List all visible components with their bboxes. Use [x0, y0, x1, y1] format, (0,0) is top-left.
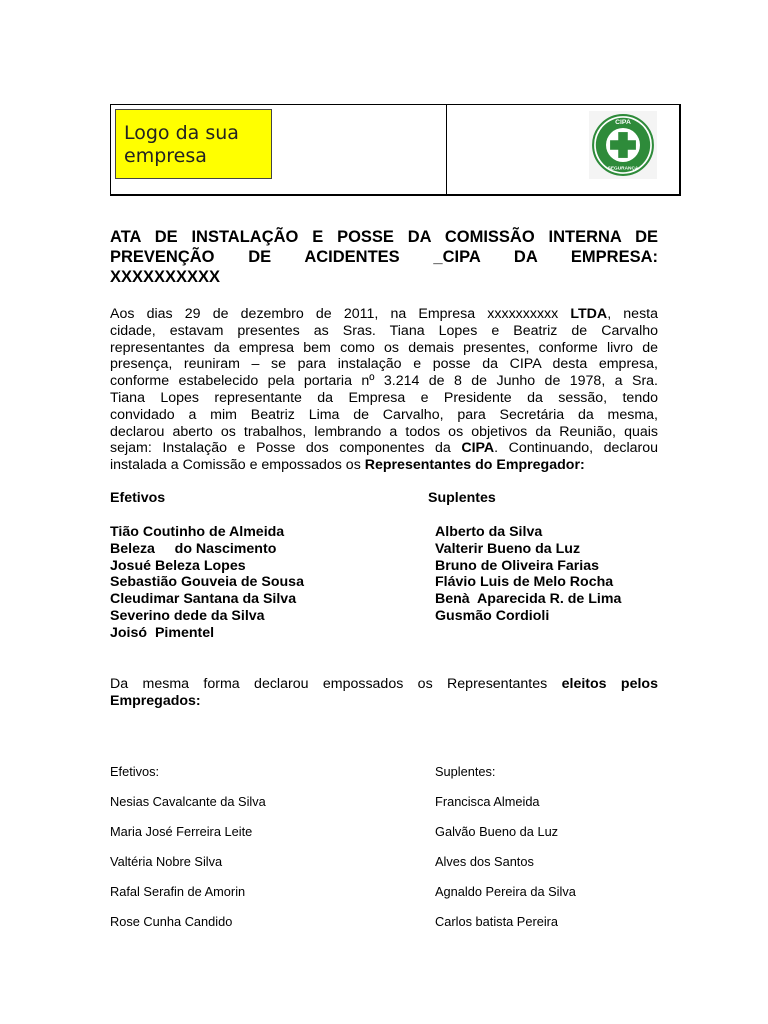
paragraph-line-5: conforme estabelecido pela portaria nº 3.214 de 8 de Junho de 1978, a Sra. — [110, 373, 658, 390]
cipa-logo-top-text: CIPA — [615, 118, 631, 126]
paragraph-line-6: Tiana Lopes representante da Empresa e Presidente da sessão, tendo — [110, 389, 658, 406]
paragraph2-line-1 — [110, 676, 658, 693]
paragraph-line-4: presença, reuniram – se para instalação e posse da CIPA desta empresa, — [110, 356, 658, 373]
list-item: Bruno de Oliveira Farias — [435, 557, 600, 574]
body-paragraph — [110, 306, 658, 474]
list-item: Galvão Bueno da Luz — [435, 824, 559, 839]
title-line-2: PREVENÇÃO DE ACIDENTES _CIPA DA EMPRESA: — [110, 248, 658, 266]
list-item: Rose Cunha Candido — [110, 914, 233, 929]
employee-efetivos-list — [110, 757, 266, 937]
list-item: Alberto da Silva — [435, 524, 543, 540]
employer-representatives-label: Representantes do Empregador: — [364, 457, 585, 474]
cipa-logo-bottom-text: SEGURANÇA — [607, 166, 639, 172]
header-divider — [446, 105, 447, 194]
list-item: Gusmão Cordioli — [435, 607, 550, 624]
header-table — [110, 104, 681, 196]
list-item: Flávio Luis de Melo Rocha — [435, 574, 614, 591]
list-item: Beleza do Nascimento — [110, 540, 277, 557]
company-logo-placeholder — [115, 109, 272, 179]
paragraph-line-8: declarou aberto os trabalhos, lembrando a todos os objetivos da Reunião, quais — [110, 423, 658, 440]
list-item: Valtéria Nobre Silva — [110, 854, 223, 869]
list-item: Tião Coutinho de Almeida — [110, 524, 285, 540]
list-item: Nesias Cavalcante da Silva — [110, 794, 266, 809]
paragraph-text: Da mesma forma declarou empossados os Representantes — [110, 676, 562, 692]
paragraph-line-9 — [110, 440, 658, 457]
employee-suplentes-list — [435, 757, 576, 937]
list-item: Benà Aparecida R. de Lima — [435, 591, 622, 608]
paragraph2-line-2: Empregados: — [110, 692, 201, 709]
list-item: Severino dede da Silva — [110, 607, 265, 624]
elected-bold: eleitos pelos — [561, 676, 658, 692]
paragraph-line-2: cidade, estavam presentes as Sras. Tiana Lopes e Beatriz de Carvalho — [110, 322, 658, 339]
paragraph-text: instalada a Comissão e empossados os — [110, 457, 365, 474]
paragraph-line-3: representantes da empresa bem como os demais presentes, conforme livro de — [110, 339, 658, 356]
list-item: Valterir Bueno da Luz — [435, 540, 581, 557]
logo-placeholder-line1: Logo da sua — [124, 122, 239, 144]
employer-efetivos-list — [110, 524, 304, 642]
list-item: Joisó Pimentel — [110, 624, 215, 641]
employer-suplentes-list — [435, 524, 621, 625]
list-item: Rafal Serafin de Amorin — [110, 884, 246, 899]
list-item: Josué Beleza Lopes — [110, 557, 246, 574]
cipa-bold: CIPA — [461, 440, 495, 457]
company-ltda: LTDA — [570, 306, 608, 322]
list-item: Agnaldo Pereira da Silva — [435, 884, 576, 899]
paragraph-text: . Continuando, declarou — [494, 440, 658, 457]
paragraph-line-1 — [110, 306, 658, 323]
employee-efetivos-heading: Efetivos: — [110, 764, 160, 779]
list-item: Cleudimar Santana da Silva — [110, 591, 297, 608]
employer-suplentes-heading: Suplentes — [428, 490, 496, 506]
title-line-1: ATA DE INSTALAÇÃO E POSSE DA COMISSÃO INTERNA DE — [110, 228, 658, 246]
title-line-3: XXXXXXXXXX — [110, 268, 221, 286]
cipa-logo — [589, 111, 657, 179]
paragraph-line-10 — [110, 457, 658, 474]
logo-placeholder-line2: empresa — [124, 145, 207, 167]
employees-paragraph — [110, 676, 658, 710]
list-item: Alves dos Santos — [435, 854, 534, 869]
paragraph-text: , nesta — [607, 306, 658, 322]
paragraph-line-7: convidado a mim Beatriz Lima de Carvalho, para Secretária da mesma, — [110, 406, 658, 423]
list-item: Sebastião Gouveia de Sousa — [110, 574, 304, 591]
list-item: Carlos batista Pereira — [435, 914, 559, 929]
paragraph-text: sejam: Instalação e Posse dos componentes da — [110, 440, 462, 457]
list-item: Maria José Ferreira Leite — [110, 824, 253, 839]
employee-suplentes-heading: Suplentes: — [435, 764, 496, 779]
document-title — [110, 227, 658, 287]
list-item: Francisca Almeida — [435, 794, 540, 809]
paragraph-text: Aos dias 29 de dezembro de 2011, na Empresa xxxxxxxxxx — [110, 306, 571, 322]
employer-efetivos-heading: Efetivos — [110, 490, 166, 506]
